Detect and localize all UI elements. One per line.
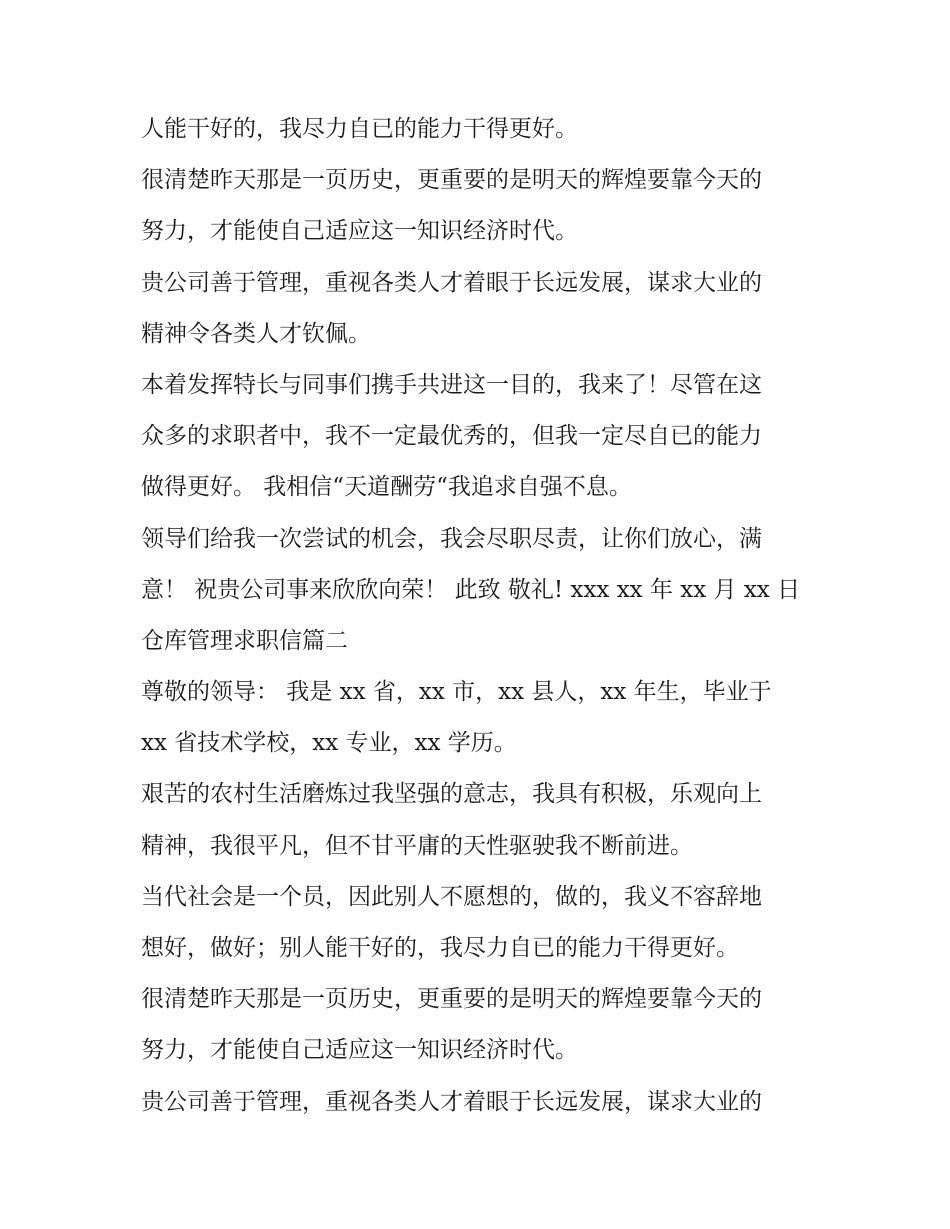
- text-line: 尊敬的领导： 我是 xx 省，xx 市，xx 县人，xx 年生，毕业于: [141, 679, 772, 706]
- text-line: 领导们给我一次尝试的机会，我会尽职尽责，让你们放心，满: [141, 525, 762, 552]
- text-line: 努力，才能使自己适应这一知识经济时代。: [141, 218, 578, 245]
- text-line: xx 省技术学校，xx 专业，xx 学历。: [141, 730, 517, 757]
- document-body: [141, 104, 821, 1128]
- text-line: 众多的求职者中，我不一定最优秀的，但我一定尽自已的能力: [141, 423, 762, 450]
- text-line: 当代社会是一个员，因此别人不愿想的，做的，我义不容辞地: [141, 883, 762, 910]
- text-line: 艰苦的农村生活磨炼过我坚强的意志，我具有积极，乐观向上: [141, 781, 762, 808]
- text-line: 意！ 祝贵公司事来欣欣向荣！ 此致 敬礼! xxx xx 年 xx 月 xx 日: [141, 576, 801, 603]
- text-line: 精神，我很平凡，但不甘平庸的天性驱驶我不断前进。: [141, 832, 693, 859]
- text-line: 人能干好的，我尽力自已的能力干得更好。: [141, 116, 578, 142]
- text-line: 本着发挥特长与同事们携手共进这一目的，我来了！尽管在这: [141, 371, 762, 398]
- text-line: 贵公司善于管理，重视各类人才着眼于长远发展，谋求大业的: [141, 1088, 762, 1115]
- text-line: 努力，才能使自己适应这一知识经济时代。: [141, 1037, 578, 1064]
- section-heading: 仓库管理求职信篇二: [141, 627, 348, 654]
- text-line: 贵公司善于管理，重视各类人才着眼于长远发展，谋求大业的: [141, 269, 762, 296]
- text-line: 想好，做好；别人能干好的，我尽力自已的能力干得更好。: [141, 935, 739, 961]
- text-line: 很清楚昨天那是一页历史，更重要的是明天的辉煌要靠今天的: [141, 986, 762, 1013]
- text-line: 精神令各类人才钦佩。: [141, 320, 371, 347]
- text-line: 做得更好。 我相信“天道酬劳“我追求自强不息。: [141, 474, 632, 501]
- text-line: 很清楚昨天那是一页历史，更重要的是明天的辉煌要靠今天的: [141, 167, 762, 194]
